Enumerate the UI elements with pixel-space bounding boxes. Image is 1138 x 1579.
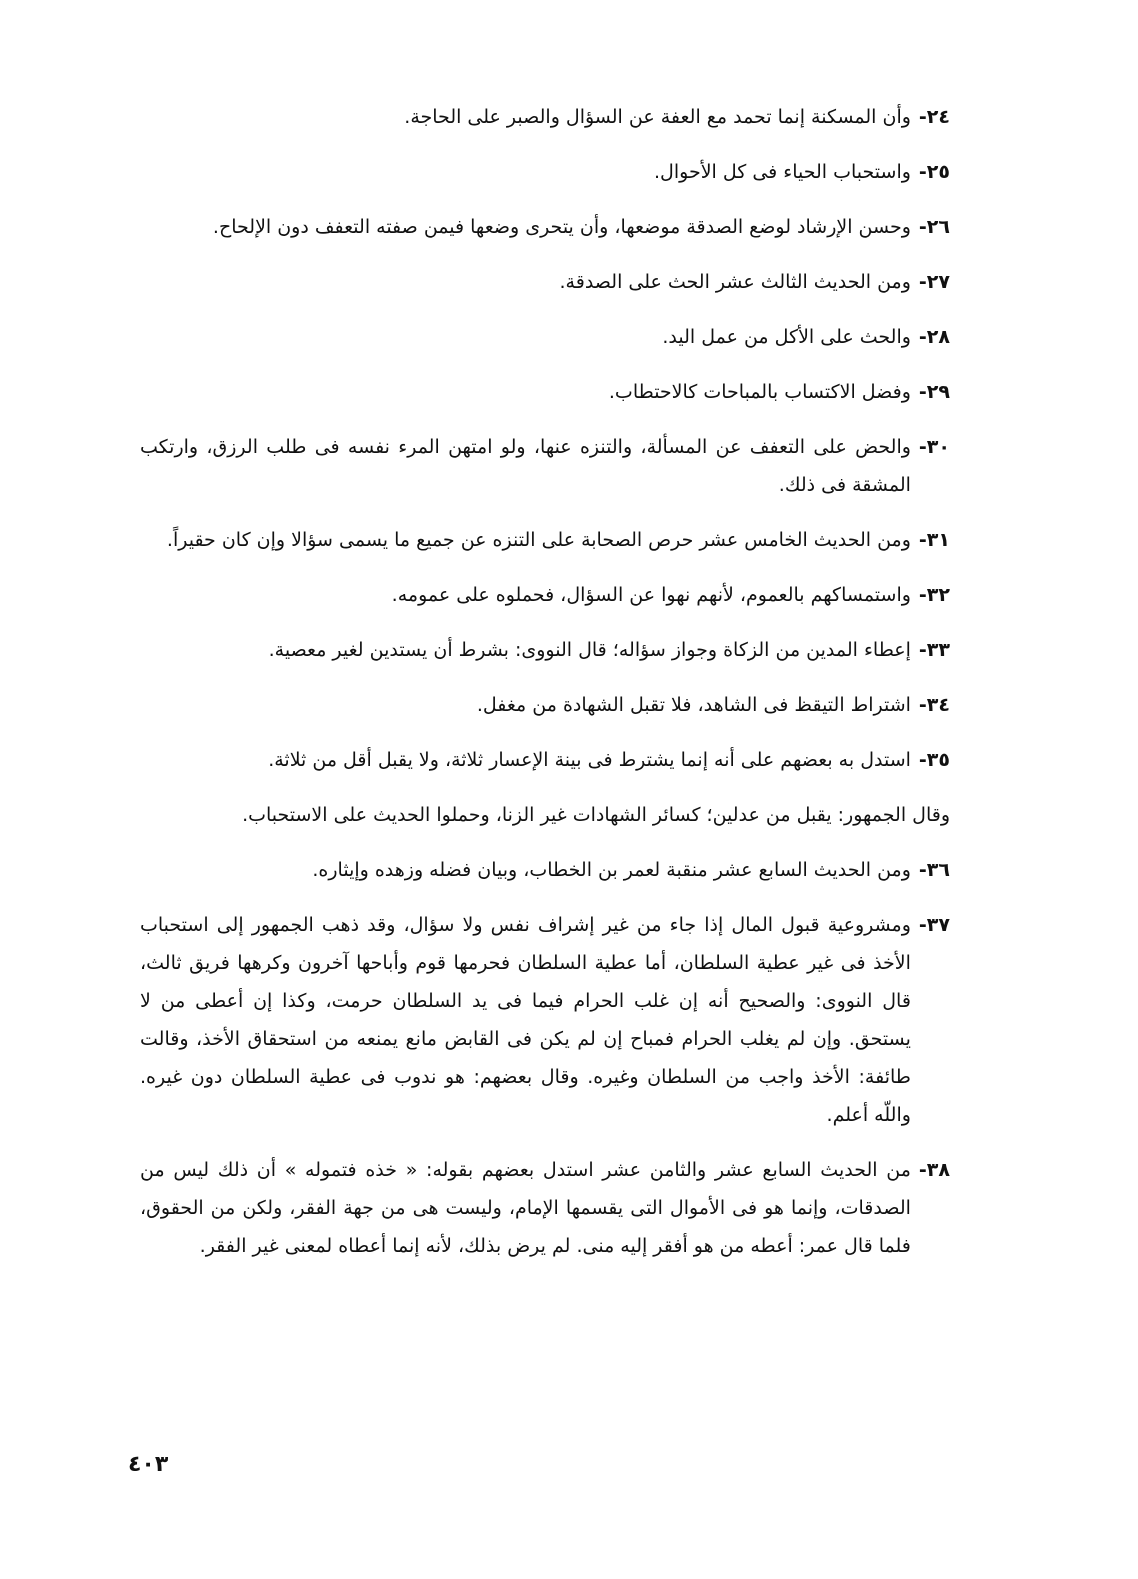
item-text: واستمساكهم بالعموم، لأنهم نهوا عن السؤال، فحملوه على عمومه. <box>391 584 911 606</box>
item-number: ٣٨- <box>918 1159 950 1181</box>
item-number: ٣٤- <box>918 694 950 716</box>
item-text: إعطاء المدين من الزكاة وجواز سؤاله؛ قال النووى: بشرط أن يستدين لغير معصية. <box>268 639 911 661</box>
list-item <box>140 263 950 301</box>
item-number: ٣٦- <box>918 859 950 881</box>
list-item <box>140 741 950 779</box>
item-text: استدل به بعضهم على أنه إنما يشترط فى بينة الإعسار ثلاثة، ولا يقبل أقل من ثلاثة. <box>268 749 911 771</box>
list-item <box>140 576 950 614</box>
list-item <box>140 208 950 246</box>
item-text: ومن الحديث السابع عشر منقبة لعمر بن الخطاب، وبيان فضله وزهده وإيثاره. <box>312 859 911 881</box>
item-number: ٣٢- <box>918 584 950 606</box>
item-number: ٣٠- <box>918 436 950 458</box>
list-item <box>140 906 950 1134</box>
item-text: والحث على الأكل من عمل اليد. <box>662 326 911 348</box>
item-text: وأن المسكنة إنما تحمد مع العفة عن السؤال والصبر على الحاجة. <box>404 106 911 128</box>
item-number: ٢٨- <box>918 326 950 348</box>
body-text <box>140 98 950 1282</box>
item-number: ٢٦- <box>918 216 950 238</box>
item-number: ٢٥- <box>918 161 950 183</box>
list-item <box>140 631 950 669</box>
item-number: ٢٧- <box>918 271 950 293</box>
page-number: ٤٠٣ <box>128 1452 169 1477</box>
item-text: من الحديث السابع عشر والثامن عشر استدل بعضهم بقوله: « خذه فتموله » أن ذلك ليس من الصدقات، وإنما هو فى الأموال التى يقسمها الإمام، وليست هى من جهة الفقر، ولكن من الحقوق، فلما قال عمر: أعطه من هو أفقر إليه منى. لم يرض بذلك، لأنه إنما أعطاه لمعنى غير الفقر. <box>140 1159 911 1257</box>
item-number: ٢٤- <box>918 106 950 128</box>
item-text: ومشروعية قبول المال إذا جاء من غير إشراف نفس ولا سؤال، وقد ذهب الجمهور إلى استحباب الأخذ فى غير عطية السلطان، أما عطية السلطان فحرمها قوم وأباحها آخرون وكرهها فريق ثالث، قال النووى: والصحيح أنه إن غلب الحرام فيما فى يد السلطان حرمت، وكذا إن أعطى من لا يستحق. وإن لم يغلب الحرام فمباح إن لم يكن فى القابض مانع يمنعه من استحقاق الأخذ، وقالت طائفة: الأخذ واجب من السلطان وغيره. وقال بعضهم: هو ندوب فى عطية السلطان دون غيره. واللّه أعلم. <box>140 914 911 1126</box>
list-item <box>140 521 950 559</box>
list-item <box>140 686 950 724</box>
item-text: اشتراط التيقظ فى الشاهد، فلا تقبل الشهادة من مغفل. <box>476 694 911 716</box>
item-number: ٣٣- <box>918 639 950 661</box>
list-item <box>140 373 950 411</box>
list-item <box>140 1151 950 1265</box>
list-item <box>140 428 950 504</box>
item-text: ومن الحديث الثالث عشر الحث على الصدقة. <box>559 271 911 293</box>
item-number: ٣٥- <box>918 749 950 771</box>
item-text: واستحباب الحياء فى كل الأحوال. <box>654 161 911 183</box>
list-item <box>140 153 950 191</box>
item-number: ٣٧- <box>918 914 950 936</box>
list-item <box>140 851 950 889</box>
item-text: وحسن الإرشاد لوضع الصدقة موضعها، وأن يتحرى وضعها فيمن صفته التعفف دون الإلحاح. <box>212 216 911 238</box>
item-number: ٣١- <box>918 529 950 551</box>
list-item <box>140 318 950 356</box>
item-text: وفضل الاكتساب بالمباحات كالاحتطاب. <box>608 381 911 403</box>
paragraph: وقال الجمهور: يقبل من عدلين؛ كسائر الشهادات غير الزنا، وحملوا الحديث على الاستحباب. <box>242 804 950 826</box>
item-number: ٢٩- <box>918 381 950 403</box>
item-text: والحض على التعفف عن المسألة، والتنزه عنها، ولو امتهن المرء نفسه فى طلب الرزق، وارتكب المشقة فى ذلك. <box>140 436 911 496</box>
list-item <box>140 98 950 136</box>
item-text: ومن الحديث الخامس عشر حرص الصحابة على التنزه عن جميع ما يسمى سؤالا وإن كان حقيراً. <box>166 529 911 551</box>
